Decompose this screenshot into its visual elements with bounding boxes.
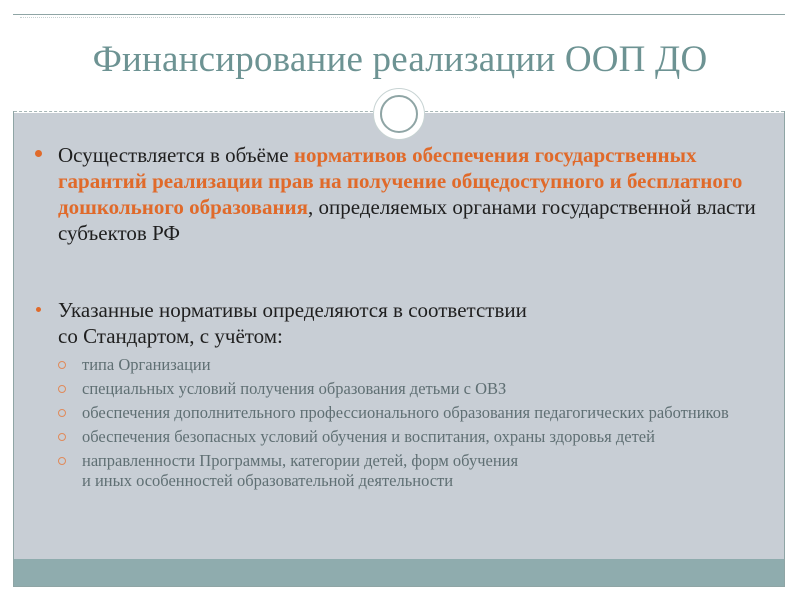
bullet1-highlight: нормативов обеспечения государственных гарантий реализации прав на получение общедоступного и бесплатного дошкольного образования	[58, 143, 743, 219]
bullet-dot-icon	[35, 150, 42, 157]
sub-bullet-item	[82, 451, 772, 491]
sub-bullet-text: обеспечения безопасных условий обучения и воспитания, охраны здоровья детей	[82, 427, 655, 446]
ring-bullet-icon	[58, 385, 66, 393]
sub-bullet-text: типа Организации	[82, 355, 211, 374]
circle-ornament-inner	[380, 95, 418, 133]
bullet1-suffix: , определяемых органами государственной власти субъектов РФ	[58, 195, 756, 245]
bullet1-prefix: Осуществляется в объёме	[58, 143, 294, 167]
sub-bullet-item	[82, 379, 772, 399]
bullet2-line1: Указанные нормативы определяются в соответствии	[58, 298, 527, 322]
sub-bullet-text: обеспечения дополнительного профессионального образования педагогических работников	[82, 403, 729, 422]
top-dotted-line	[20, 17, 480, 18]
bullet2-text	[58, 297, 758, 349]
ring-bullet-icon	[58, 361, 66, 369]
bullet-text	[58, 142, 758, 246]
sub-bullet-line2: и иных особенностей образовательной деятельности	[82, 471, 454, 490]
bullet2-line2: со Стандартом, с учётом:	[58, 324, 283, 348]
sub-bullet-item	[82, 427, 772, 447]
sub-bullet-list	[82, 355, 772, 495]
sub-bullet-line1: направленности Программы, категории детей, форм обучения	[82, 451, 519, 470]
bullet-financing-volume	[58, 142, 758, 246]
sub-bullet-item	[82, 355, 772, 375]
ring-bullet-icon	[58, 409, 66, 417]
ring-bullet-icon	[58, 457, 66, 465]
ring-bullet-icon	[58, 433, 66, 441]
bullet-normatives	[58, 297, 758, 349]
sub-bullet-item	[82, 403, 772, 423]
bullet-dot-icon	[36, 307, 41, 312]
slide-title: Финансирование реализации ООП ДО	[92, 39, 708, 80]
footer-band	[14, 559, 784, 586]
circle-ornament-icon	[373, 88, 425, 140]
sub-bullet-text: специальных условий получения образования детьми с ОВЗ	[82, 379, 507, 398]
